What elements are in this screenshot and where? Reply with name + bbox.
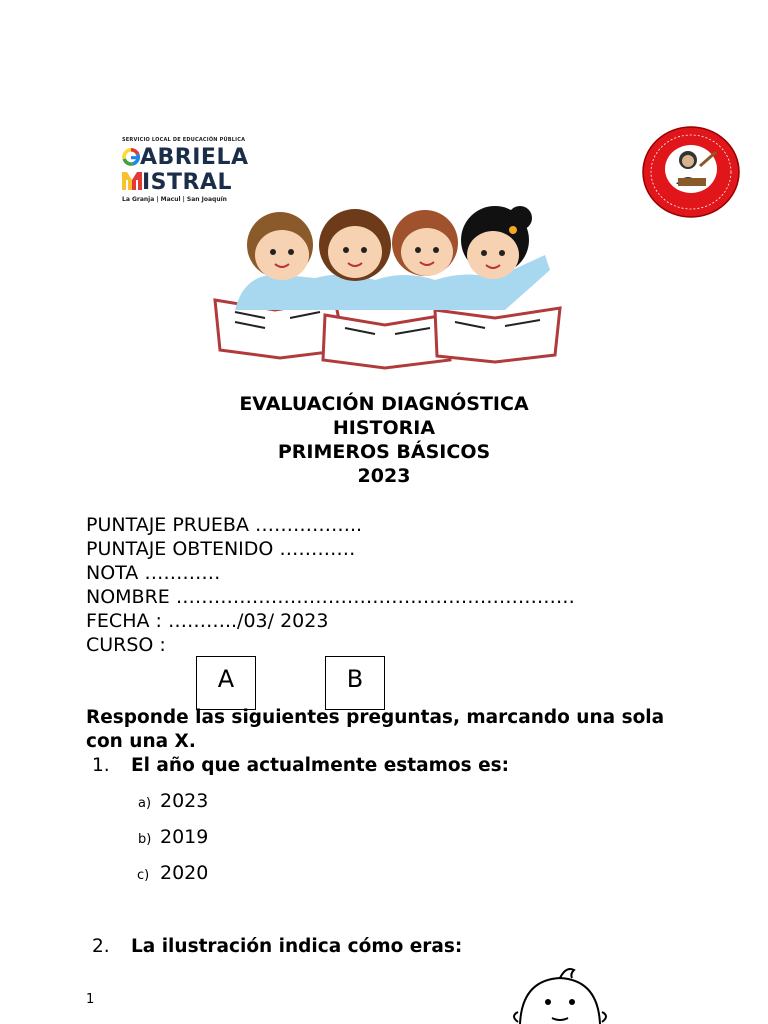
question-2-text: La ilustración indica cómo eras: [131,936,463,957]
option-a[interactable] [138,790,151,816]
option-letter: a) [138,796,152,811]
field-nombre[interactable]: NOMBRE ……………………………………………………… [86,586,575,608]
instruction-text: Responde las siguientes preguntas, marcando una sola con una X. [86,707,665,752]
field-curso: CURSO : [86,634,166,656]
option-a-value[interactable]: 2023 [160,790,209,812]
question-2 [92,935,110,959]
question-number: 2. [92,936,110,957]
field-puntaje-prueba[interactable]: PUNTAJE PRUEBA …………….. [86,514,363,536]
logo-m-icon [122,172,142,190]
option-c-value[interactable]: 2020 [160,862,209,884]
question-1-text: El año que actualmente estamos es: [131,755,510,776]
option-letter: b) [138,832,152,847]
logo-subtitle: La Granja | Macul | San Joaquín [122,196,227,203]
question-1 [92,754,110,778]
page-number: 1 [86,992,95,1007]
option-b[interactable] [138,826,151,852]
logo-service-text: SERVICIO LOCAL DE EDUCACIÓN PÚBLICA [122,137,246,143]
question-number: 1. [92,755,110,776]
baby-illustration [500,960,620,1024]
option-c[interactable] [137,862,149,888]
logo-word-gabriela: ABRIELA [140,145,249,170]
title-line-4: 2023 [357,465,411,487]
title-line-3: PRIMEROS BÁSICOS [277,441,491,463]
logo-g-icon [122,148,140,166]
logo-word-mistral: ISTRAL [142,170,233,195]
field-puntaje-obtenido[interactable]: PUNTAJE OBTENIDO ………… [86,538,356,560]
curso-option-b[interactable]: B [325,656,385,710]
logo-line-mistral [122,172,232,194]
school-seal-icon [642,126,740,218]
curso-option-a[interactable]: A [196,656,256,710]
option-b-value[interactable]: 2019 [160,826,209,848]
title-line-2: HISTORIA [332,417,436,439]
field-nota[interactable]: NOTA ………… [86,562,221,584]
children-reading-illustration [205,200,565,370]
field-fecha[interactable]: FECHA : ………../03/ 2023 [86,610,329,632]
option-letter: c) [137,868,150,883]
title-line-1: EVALUACIÓN DIAGNÓSTICA [239,393,529,415]
logo-line-gabriela [122,147,249,169]
